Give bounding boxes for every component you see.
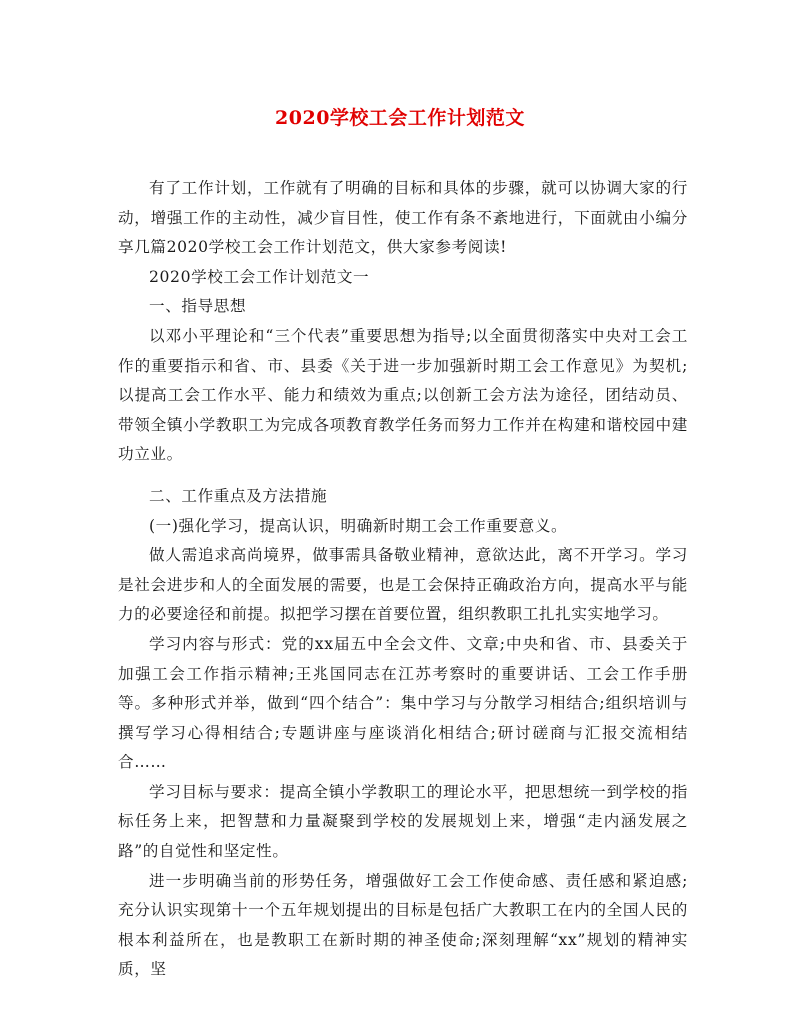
document-body: [118, 174, 688, 985]
document-title: 2020学校工会工作计划范文: [275, 107, 525, 129]
paragraph-learning-goals: 学习目标与要求：提高全镇小学教职工的理论水平，把思想统一到学校的指标任务上来，把智慧和力量凝聚到学校的发展规划上来，增强“走内涵发展之路”的自觉性和坚定性。: [118, 782, 688, 861]
paragraph-situation-tasks: 进一步明确当前的形势任务，增强做好工会工作使命感、责任感和紧迫感;充分认识实现第十一个五年规划提出的目标是包括广大教职工在内的全国人民的根本利益所在，也是教职工在新时期的神圣使命;深刻理解“xx”规划的精神实质，坚: [118, 871, 688, 979]
paragraph-learning-importance: 做人需追求高尚境界，做事需具备敬业精神，意欲达此，离不开学习。学习是社会进步和人的全面发展的需要，也是工会保持正确政治方向，提高水平与能力的必要途径和前提。拟把学习摆在首要位置，组织教职工扎扎实实地学习。: [118, 546, 688, 624]
heading-guiding-ideology: 一、指导思想: [149, 297, 247, 316]
paragraph-guiding-ideology: 以邓小平理论和“三个代表”重要思想为指导;以全面贯彻落实中央对工会工作的重要指示和省、市、县委《关于进一步加强新时期工会工作意见》为契机;以提高工会工作水平、能力和绩效为重点;以创新工会方法为途径，团结动员、带领全镇小学教职工为完成各项教育教学任务而努力工作并在构建和谐校园中建功立业。: [118, 326, 688, 464]
heading-work-focus: 二、工作重点及方法措施: [149, 486, 328, 505]
intro-paragraph: 有了工作计划，工作就有了明确的目标和具体的步骤，就可以协调大家的行动，增强工作的主动性，减少盲目性，使工作有条不紊地进行，下面就由小编分享几篇2020学校工会工作计划范文，供大家参考阅读!: [118, 179, 688, 257]
spacer: [118, 470, 688, 482]
subheading-strengthen-learning: (一)强化学习，提高认识，明确新时期工会工作重要意义。: [149, 516, 568, 535]
paragraph-learning-content: 学习内容与形式：党的xx届五中全会文件、文章;中央和省、市、县委关于加强工会工作指示精神;王兆国同志在江苏考察时的重要讲话、工会工作手册等。多种形式并举，做到“四个结合”：集中学习与分散学习相结合;组织培训与撰写学习心得相结合;专题讲座与座谈消化相结合;研讨磋商与汇报交流相结合……: [118, 634, 688, 772]
section-title: 2020学校工会工作计划范文一: [149, 267, 370, 286]
